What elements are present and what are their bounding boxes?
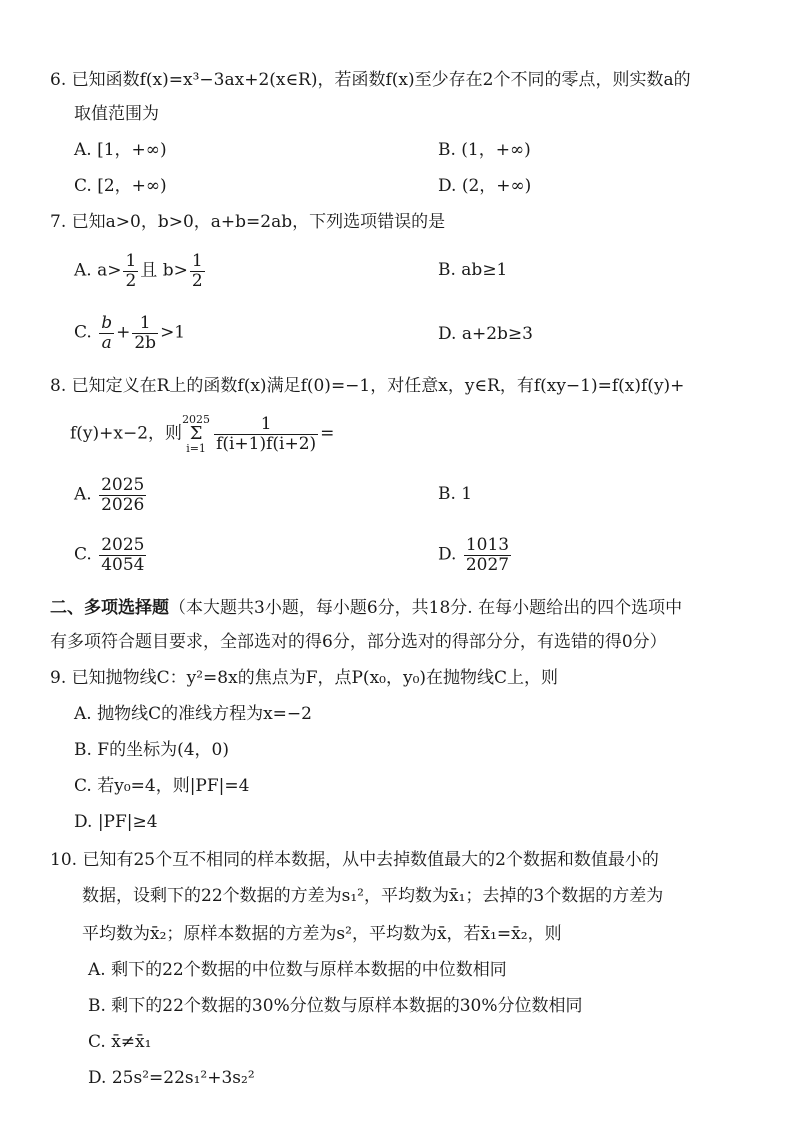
- q7-stem: 7. 已知a>0，b>0，a+b=2ab，下列选项错误的是: [50, 212, 446, 232]
- fraction-numerator: b: [101, 313, 113, 333]
- q8-d-frac: [464, 536, 511, 574]
- sum-lower: i=1: [186, 442, 206, 455]
- q8-line2-prefix: f(y)+x−2，则: [70, 423, 183, 444]
- q8-option-b: B. 1: [438, 484, 473, 504]
- q9-option-b: B. F的坐标为(4，0): [74, 740, 229, 760]
- q7-a-prefix: A. a>: [74, 260, 122, 281]
- fraction-numerator: 2025: [101, 475, 145, 495]
- option-label: D.: [438, 544, 457, 565]
- q8-line2-suffix: =: [320, 423, 335, 444]
- q8-option-c: [74, 536, 148, 574]
- q6-option-d: D. (2，+∞): [438, 176, 532, 196]
- q10-stem-line2: 数据，设剩下的22个数据的方差为s₁²，平均数为x̄₁；去掉的3个数据的方差为: [82, 886, 664, 906]
- fraction-denominator: 2: [191, 270, 203, 291]
- q7-a-frac1: [123, 252, 138, 290]
- fraction-denominator: 2: [125, 270, 137, 291]
- q10-stem-line3: 平均数为x̄₂；原样本数据的方差为s²，平均数为x̄，若x̄₁=x̄₂，则: [82, 924, 562, 944]
- q10-stem-line1: 10. 已知有25个互不相同的样本数据，从中去掉数值最大的2个数据和数值最小的: [50, 850, 659, 870]
- q6-option-c: C. [2，+∞): [74, 176, 167, 196]
- fraction-numerator: 1: [214, 415, 318, 435]
- q8-sum-frac: [214, 415, 318, 453]
- section-2-header-line1: [50, 600, 682, 617]
- fraction-denominator: f(i+1)f(i+2): [216, 433, 317, 454]
- q9-option-a: A. 抛物线C的准线方程为x=−2: [74, 704, 312, 724]
- section-2-header-line2: 有多项符合题目要求，全部选对的得6分，部分选对的得部分分，有选错的得0分）: [50, 632, 667, 652]
- q9-option-d: D. |PF|≥4: [74, 812, 158, 832]
- q7-c-suffix: >1: [160, 322, 186, 343]
- fraction-numerator: 2025: [101, 535, 145, 555]
- q10-option-a: A. 剩下的22个数据的中位数与原样本数据的中位数相同: [88, 960, 507, 980]
- fraction-numerator: 1: [132, 314, 158, 334]
- q10-option-c: C. x̄≠x̄₁: [88, 1032, 152, 1052]
- q10-option-d: D. 25s²=22s₁²+3s₂²: [88, 1068, 255, 1088]
- q7-c-plus: +: [116, 322, 131, 343]
- q6-stem-line2: 取值范围为: [74, 104, 159, 124]
- fraction-denominator: a: [101, 332, 112, 353]
- fraction-numerator: 1013: [465, 535, 510, 555]
- q8-c-frac: [99, 536, 146, 574]
- fraction-denominator: 2b: [134, 332, 157, 353]
- section-2-title: 二、多项选择题: [50, 598, 169, 618]
- q7-a-frac2: [190, 252, 205, 290]
- q9-stem: 9. 已知抛物线C：y²=8x的焦点为F，点P(x₀，y₀)在抛物线C上，则: [50, 668, 559, 688]
- q8-option-d: [438, 536, 513, 574]
- fraction-numerator: 1: [191, 251, 203, 271]
- q9-option-c: C. 若y₀=4，则|PF|=4: [74, 776, 250, 796]
- q7-c-frac2: [132, 314, 158, 352]
- q8-a-frac: [99, 476, 146, 514]
- fraction-denominator: 2027: [465, 554, 510, 575]
- fraction-numerator: 1: [125, 251, 137, 271]
- q8-stem-line1: 8. 已知定义在R上的函数f(x)满足f(0)=−1，对任意x，y∈R，有f(xy−1)=f(x)f(y)+: [50, 376, 685, 396]
- option-label: C.: [74, 544, 92, 565]
- summation: [182, 414, 210, 454]
- q7-c-prefix: C.: [74, 322, 92, 343]
- section-2-instructions: （本大题共3小题，每小题6分，共18分. 在每小题给出的四个选项中: [169, 598, 683, 618]
- q7-option-d: D. a+2b≥3: [438, 324, 533, 344]
- fraction-denominator: 2026: [101, 494, 145, 515]
- q8-option-a: [74, 476, 148, 514]
- fraction-denominator: 4054: [101, 554, 145, 575]
- option-label: A.: [74, 484, 92, 505]
- q10-option-b: B. 剩下的22个数据的30%分位数与原样本数据的30%分位数相同: [88, 996, 583, 1016]
- q8-stem-line2: [70, 414, 334, 454]
- q7-c-frac1: [99, 314, 114, 352]
- q7-option-b: B. ab≥1: [438, 260, 508, 280]
- q6-option-b: B. (1，+∞): [438, 140, 531, 160]
- q6-stem-line1: 6. 已知函数f(x)=x³−3ax+2(x∈R)，若函数f(x)至少存在2个不同的零点，则实数a的: [50, 70, 691, 90]
- q7-option-c: [74, 314, 185, 352]
- q7-option-a: [74, 252, 207, 290]
- sum-upper: 2025: [182, 413, 211, 426]
- q6-option-a: A. [1，+∞): [74, 140, 167, 160]
- sigma-icon: Σ: [189, 423, 203, 444]
- q7-a-mid: 且 b>: [140, 260, 188, 281]
